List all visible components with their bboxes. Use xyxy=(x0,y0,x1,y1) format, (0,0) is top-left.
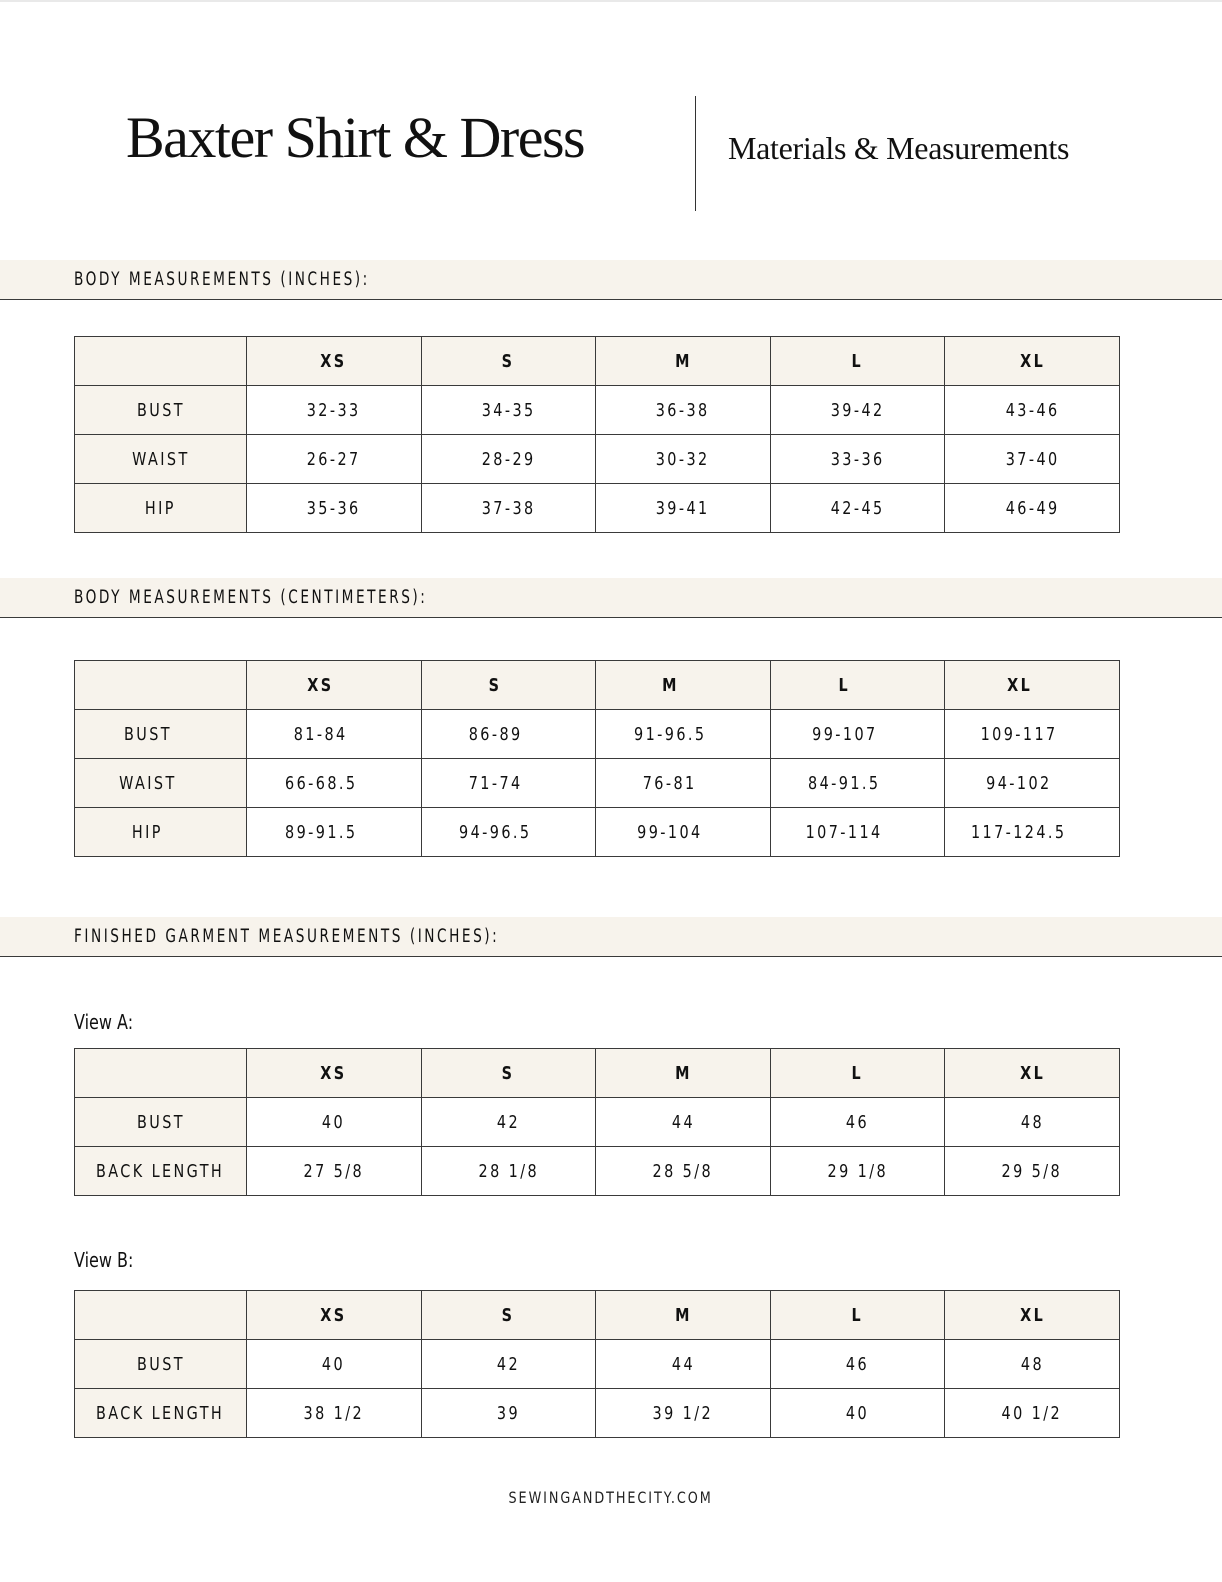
top-rule xyxy=(0,0,1222,2)
size-header-s xyxy=(421,337,596,386)
measurement-value: 35-36 xyxy=(306,497,361,519)
measurement-value: 66-68.5 xyxy=(284,772,357,794)
measurement-value: 42 xyxy=(496,1353,520,1375)
measurement-value: 43-46 xyxy=(1005,399,1060,421)
size-header-label: XL xyxy=(1006,674,1032,696)
table-view-b xyxy=(74,1290,1120,1438)
footer-website-text: SEWINGANDTHECITY.COM xyxy=(508,1488,714,1507)
measurement-value: 107-114 xyxy=(806,821,884,843)
measurement-cell xyxy=(945,484,1120,533)
size-header-label: S xyxy=(502,350,515,372)
measurement-cell xyxy=(596,1389,771,1438)
measurement-cell xyxy=(247,759,422,808)
size-header-label: M xyxy=(674,350,692,372)
row-label-cell xyxy=(75,710,247,759)
size-header-label: M xyxy=(674,1062,692,1084)
row-label-cell xyxy=(75,1147,247,1196)
measurement-cell xyxy=(596,710,771,759)
row-label: BACK LENGTH xyxy=(96,1160,225,1182)
measurement-cell xyxy=(596,1098,771,1147)
measurement-value: 29 1/8 xyxy=(827,1160,888,1182)
size-header-s xyxy=(421,661,596,710)
measurement-cell xyxy=(247,808,422,857)
measurement-value: 40 1/2 xyxy=(1001,1402,1063,1424)
size-header-label: M xyxy=(661,674,679,696)
view-b-label: View B: xyxy=(74,1248,134,1272)
size-header-label: XS xyxy=(320,1062,347,1084)
measurement-cell xyxy=(770,386,945,435)
measurement-value: 40 xyxy=(322,1111,346,1133)
measurement-value: 39 xyxy=(496,1402,520,1424)
measurement-value: 117-124.5 xyxy=(971,821,1067,843)
view-a-label: View A: xyxy=(74,1010,134,1034)
size-header-label: S xyxy=(489,674,502,696)
measurement-value: 76-81 xyxy=(643,772,697,794)
row-label: WAIST xyxy=(118,772,177,794)
measurement-cell xyxy=(945,435,1120,484)
footer-website xyxy=(0,1488,1222,1507)
measurement-cell xyxy=(596,484,771,533)
measurement-value: 32-33 xyxy=(306,399,361,421)
size-header-m xyxy=(596,1049,771,1098)
row-label-cell xyxy=(75,759,247,808)
measurement-cell xyxy=(421,386,596,435)
measurement-cell xyxy=(247,1098,422,1147)
section-band-body-inches xyxy=(0,260,1222,300)
size-header-xs xyxy=(247,337,422,386)
measurement-cell xyxy=(945,710,1120,759)
page-title: Baxter Shirt & Dress xyxy=(126,105,585,170)
table-row xyxy=(75,808,1120,857)
table-body-cm xyxy=(74,660,1120,857)
size-header-l xyxy=(770,661,945,710)
measurement-value: 84-91.5 xyxy=(808,772,881,794)
header-divider xyxy=(695,96,696,211)
measurement-value: 34-35 xyxy=(481,399,536,421)
size-header-label: XL xyxy=(1019,1062,1045,1084)
measurement-cell xyxy=(596,759,771,808)
measurement-cell xyxy=(596,808,771,857)
table-row xyxy=(75,1147,1120,1196)
measurement-cell xyxy=(247,1147,422,1196)
table-view-a xyxy=(74,1048,1120,1196)
measurement-cell xyxy=(247,710,422,759)
measurement-value: 40 xyxy=(846,1402,870,1424)
table-row xyxy=(75,759,1120,808)
row-label-cell xyxy=(75,435,247,484)
size-header-label: L xyxy=(851,1304,864,1326)
measurement-value: 89-91.5 xyxy=(284,821,357,843)
measurement-value: 26-27 xyxy=(306,448,361,470)
table-row xyxy=(75,484,1120,533)
measurement-cell xyxy=(421,808,596,857)
size-header-label: XS xyxy=(307,674,334,696)
section-heading-finished: FINISHED GARMENT MEASUREMENTS (INCHES): xyxy=(74,926,500,947)
size-header-xl xyxy=(945,1291,1120,1340)
measurement-cell xyxy=(945,386,1120,435)
measurement-value: 28 5/8 xyxy=(652,1160,714,1182)
measurement-value: 28-29 xyxy=(481,448,536,470)
measurement-value: 30-32 xyxy=(656,448,710,470)
table-header-row xyxy=(75,337,1120,386)
measurement-cell xyxy=(421,435,596,484)
size-header-s xyxy=(421,1049,596,1098)
measurement-cell xyxy=(421,1389,596,1438)
table-row xyxy=(75,1389,1120,1438)
measurement-cell xyxy=(596,386,771,435)
measurement-value: 99-104 xyxy=(637,821,703,843)
measurement-value: 38 1/2 xyxy=(303,1402,365,1424)
measurement-value: 42 xyxy=(496,1111,520,1133)
size-header-m xyxy=(596,337,771,386)
measurement-cell xyxy=(770,1098,945,1147)
size-header-label: M xyxy=(674,1304,692,1326)
row-label: WAIST xyxy=(131,448,190,470)
size-header-label: S xyxy=(502,1304,515,1326)
measurement-cell xyxy=(247,1340,422,1389)
row-label: BACK LENGTH xyxy=(96,1402,225,1424)
size-header-m xyxy=(596,661,771,710)
measurement-cell xyxy=(770,1147,945,1196)
measurement-value: 29 5/8 xyxy=(1001,1160,1063,1182)
section-band-body-cm xyxy=(0,578,1222,618)
measurement-value: 94-96.5 xyxy=(459,821,532,843)
measurement-cell xyxy=(421,710,596,759)
row-label-cell xyxy=(75,1389,247,1438)
measurement-cell xyxy=(945,1340,1120,1389)
measurement-cell xyxy=(596,435,771,484)
size-header-label: XS xyxy=(320,350,347,372)
row-label: HIP xyxy=(145,497,176,519)
measurement-value: 39-41 xyxy=(656,497,710,519)
table-row xyxy=(75,386,1120,435)
measurement-value: 46-49 xyxy=(1005,497,1060,519)
measurement-value: 27 5/8 xyxy=(303,1160,365,1182)
measurement-cell xyxy=(421,484,596,533)
size-header-label: L xyxy=(838,674,851,696)
row-label-cell xyxy=(75,386,247,435)
measurement-cell xyxy=(770,435,945,484)
measurement-cell xyxy=(770,710,945,759)
measurement-value: 44 xyxy=(671,1353,695,1375)
measurement-cell xyxy=(247,484,422,533)
table-corner-cell xyxy=(75,1049,247,1098)
size-header-label: L xyxy=(851,1062,864,1084)
measurement-cell xyxy=(770,808,945,857)
size-header-xs xyxy=(247,1049,422,1098)
size-header-l xyxy=(770,1049,945,1098)
measurement-value: 37-40 xyxy=(1005,448,1060,470)
measurement-cell xyxy=(421,1340,596,1389)
measurement-value: 37-38 xyxy=(481,497,536,519)
row-label-cell xyxy=(75,808,247,857)
measurement-value: 44 xyxy=(671,1111,695,1133)
table-corner-cell xyxy=(75,1291,247,1340)
measurement-cell xyxy=(247,386,422,435)
measurement-cell xyxy=(945,1098,1120,1147)
measurement-cell xyxy=(945,1389,1120,1438)
table-row xyxy=(75,1340,1120,1389)
table-header-row xyxy=(75,661,1120,710)
size-header-xs xyxy=(247,661,422,710)
measurement-value: 91-96.5 xyxy=(633,723,707,745)
page-subtitle: Materials & Measurements xyxy=(728,130,1070,166)
measurement-value: 86-89 xyxy=(468,723,523,745)
measurement-cell xyxy=(247,1389,422,1438)
size-header-label: XL xyxy=(1019,1304,1045,1326)
table-body-inches xyxy=(74,336,1120,533)
measurement-value: 109-117 xyxy=(980,723,1058,745)
measurement-cell xyxy=(945,1147,1120,1196)
measurement-value: 42-45 xyxy=(830,497,885,519)
measurement-value: 99-107 xyxy=(811,723,878,745)
section-heading-body-inches: BODY MEASUREMENTS (INCHES): xyxy=(74,269,370,290)
measurement-value: 39-42 xyxy=(830,399,885,421)
measurement-cell xyxy=(421,759,596,808)
row-label: HIP xyxy=(132,821,163,843)
measurement-value: 39 1/2 xyxy=(652,1402,714,1424)
size-header-l xyxy=(770,337,945,386)
measurement-value: 46 xyxy=(846,1111,870,1133)
measurement-value: 81-84 xyxy=(293,723,348,745)
row-label: BUST xyxy=(123,723,172,745)
row-label-cell xyxy=(75,1098,247,1147)
measurement-value: 33-36 xyxy=(830,448,885,470)
measurement-value: 48 xyxy=(1020,1111,1044,1133)
size-header-s xyxy=(421,1291,596,1340)
measurement-cell xyxy=(421,1098,596,1147)
size-header-xl xyxy=(945,661,1120,710)
measurement-value: 40 xyxy=(322,1353,346,1375)
row-label-cell xyxy=(75,484,247,533)
row-label: BUST xyxy=(136,1111,185,1133)
measurement-cell xyxy=(770,1389,945,1438)
measurement-cell xyxy=(945,759,1120,808)
measurement-value: 71-74 xyxy=(468,772,523,794)
table-row xyxy=(75,710,1120,759)
measurement-value: 28 1/8 xyxy=(478,1160,539,1182)
row-label: BUST xyxy=(136,1353,185,1375)
measurement-cell xyxy=(596,1147,771,1196)
size-header-xl xyxy=(945,337,1120,386)
table-row xyxy=(75,435,1120,484)
measurement-value: 36-38 xyxy=(656,399,710,421)
measurement-value: 94-102 xyxy=(986,772,1052,794)
measurement-cell xyxy=(770,1340,945,1389)
size-header-label: XS xyxy=(320,1304,347,1326)
section-band-finished xyxy=(0,917,1222,957)
measurement-cell xyxy=(596,1340,771,1389)
table-row xyxy=(75,1098,1120,1147)
size-header-m xyxy=(596,1291,771,1340)
size-header-label: L xyxy=(851,350,864,372)
measurement-cell xyxy=(945,808,1120,857)
size-header-label: XL xyxy=(1019,350,1045,372)
row-label: BUST xyxy=(136,399,185,421)
measurement-cell xyxy=(247,435,422,484)
section-heading-body-cm: BODY MEASUREMENTS (CENTIMETERS): xyxy=(74,587,428,608)
table-corner-cell xyxy=(75,337,247,386)
measurement-value: 46 xyxy=(846,1353,870,1375)
measurement-cell xyxy=(770,759,945,808)
size-header-label: S xyxy=(502,1062,515,1084)
size-header-xl xyxy=(945,1049,1120,1098)
table-header-row xyxy=(75,1291,1120,1340)
measurement-cell xyxy=(421,1147,596,1196)
measurement-cell xyxy=(770,484,945,533)
size-header-xs xyxy=(247,1291,422,1340)
table-corner-cell xyxy=(75,661,247,710)
row-label-cell xyxy=(75,1340,247,1389)
measurement-value: 48 xyxy=(1020,1353,1044,1375)
size-header-l xyxy=(770,1291,945,1340)
table-header-row xyxy=(75,1049,1120,1098)
